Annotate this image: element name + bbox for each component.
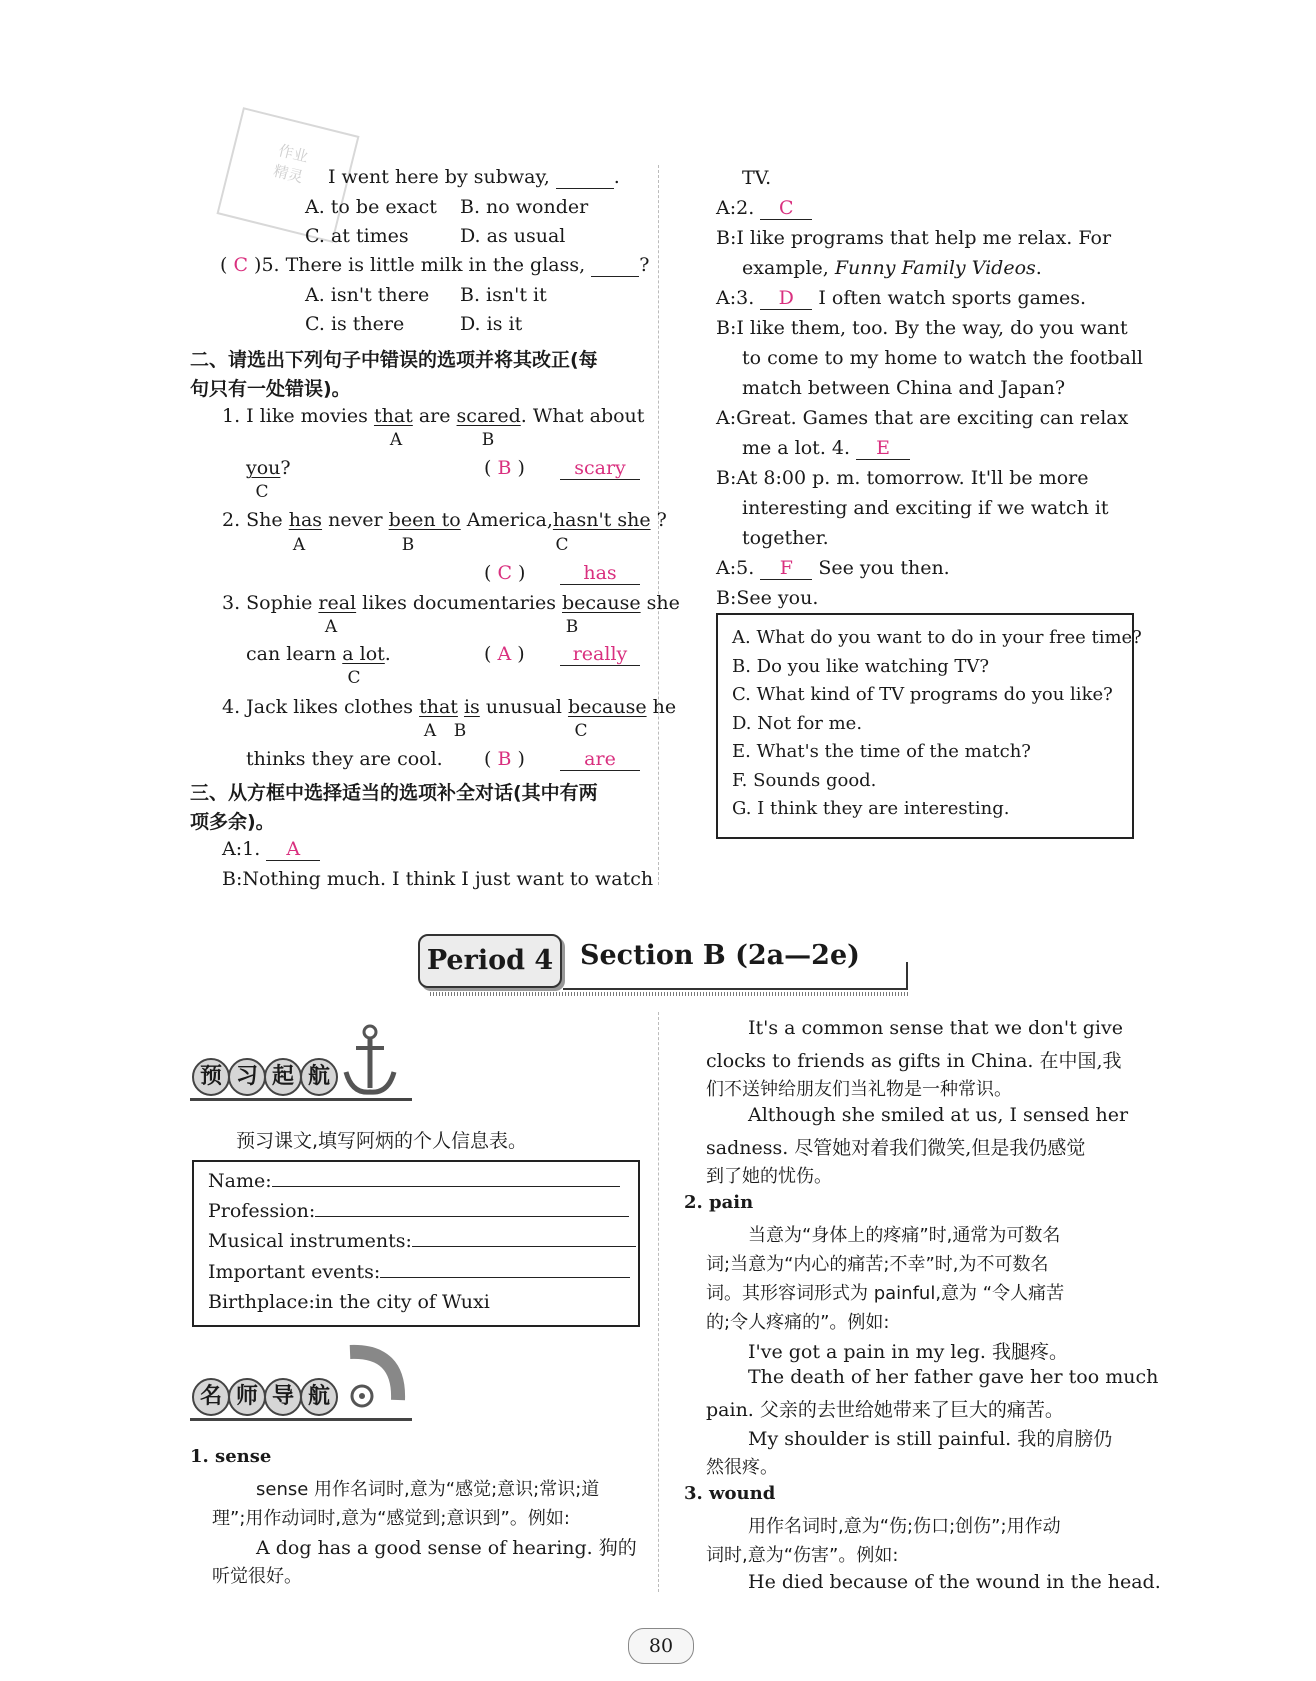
preview-char-2: 习 [228,1058,266,1096]
ur-b3-line3: match between China and Japan? [742,377,1066,399]
lr-ex2-line2: clocks to friends as gifts in China. 在中国,我 [706,1050,1122,1072]
preview-banner [190,1050,422,1110]
period-badge: Period 4 [418,934,562,988]
guide-banner-rule [190,1418,412,1421]
s2-item3-line1: 3. Sophie real likes documentaries because she [222,592,680,614]
preview-char-3: 起 [264,1058,302,1096]
box-option-b: B. Do you like watching TV? [732,656,990,677]
s1-example-line2: 听觉很好。 [212,1566,302,1587]
header-rule-hatch [430,992,908,996]
ur-a2-answer: C [760,197,812,220]
s1-para-line1: sense 用作名词时,意为“感觉;意识;常识;道 [256,1479,600,1500]
lr-ex3-line1: Although she smiled at us, I sensed her [748,1104,1129,1126]
s2-item2-answer: ( C ) [484,562,526,584]
q5-option-c: C. is there [305,313,405,335]
s2-item1-label-b: B [481,430,495,450]
lr-ex3-line3: 到了她的忧伤。 [706,1166,832,1187]
stamp-line-2: 精灵 [271,161,305,187]
section3-title-line2: 项多余)。 [190,811,275,833]
s2-item3-line2: can learn a lot. [246,643,391,665]
s2-item3-label-c: C [347,668,361,688]
q5-option-a: A. isn't there [305,284,430,306]
s2-item3-label-a: A [324,617,338,637]
ur-a3: A:3. D I often watch sports games. [716,287,1087,309]
section3-title-line1: 三、从方框中选择适当的选项补全对话(其中有两 [190,782,598,804]
header-rule [563,988,908,990]
info-table [192,1160,640,1327]
s3-b1: B:Nothing much. I think I just want to watch [222,868,654,890]
page-number-badge [628,1628,694,1664]
s3-para-line2: 词时,意为“伤害”。例如: [706,1545,899,1566]
s3-a1-answer: A [266,838,320,861]
column-divider-bottom [658,1012,659,1592]
guide-char-4: 航 [300,1378,338,1416]
field-instruments: Musical instruments: [208,1230,636,1252]
s2-item4-line1: 4. Jack likes clothes that is unusual because he [222,696,677,718]
s2-item1-correction: scary [560,457,640,480]
guide-banner [190,1370,422,1430]
dialogue-option-box [716,613,1142,839]
lr-ex3-line2: sadness. 尽管她对着我们微笑,但是我仍感觉 [706,1137,1086,1159]
box-option-c: C. What kind of TV programs do you like? [732,684,1113,705]
ur-a5: A:5. F See you then. [716,557,950,579]
q4-option-a: A. to be exact [305,196,437,218]
s2-item4-answer: ( B ) [484,748,525,770]
s2-item1-label-c: C [255,482,269,502]
s2-item2-correction: has [560,562,640,585]
s3-a1: A:1. A [222,838,320,861]
s2-title: 2. pain [684,1192,754,1213]
period-header [418,934,908,992]
s2-example2-line2: pain. 父亲的去世给她带来了巨大的痛苦。 [706,1399,1064,1421]
s2-item2-label-a: A [292,535,306,555]
s2-para-line3: 词。其形容词形式为 painful,意为 “令人痛苦 [706,1283,1065,1304]
field-name: Name: [208,1170,620,1192]
s1-example-line1: A dog has a good sense of hearing. 狗的 [256,1537,637,1559]
s2-item4-label-b: B [453,721,467,741]
s1-title: 1. sense [190,1446,272,1467]
s3-title: 3. wound [684,1483,776,1504]
stamp-line-1: 作业 [276,141,311,167]
box-option-f: F. Sounds good. [732,770,877,791]
section2-title-line1: 二、请选出下列句子中错误的选项并将其改正(每 [190,349,598,371]
q5-stem: ( C )5. There is little milk in the glass, ? [220,254,650,276]
s2-item2-label-b: B [401,535,415,555]
guide-char-1: 名 [192,1378,230,1416]
gauge-icon [340,1340,410,1420]
q4-stem: I went here by subway, . [328,166,620,188]
s2-item2-line1: 2. She has never been to America,hasn't she ? [222,509,667,531]
field-events: Important events: [208,1261,630,1283]
ur-b4-line2: interesting and exciting if we watch it [742,497,1109,519]
s2-para-line2: 词;当意为“内心的痛苦;不幸”时,为不可数名 [706,1254,1049,1275]
box-option-e: E. What's the time of the match? [732,741,1031,762]
page-number: 80 [648,1635,674,1657]
s2-item1-label-a: A [389,430,403,450]
section2-title-line2: 句只有一处错误)。 [190,378,351,400]
guide-char-2: 师 [228,1378,266,1416]
ur-a4-line1: A:Great. Games that are exciting can relax [716,407,1129,429]
ur-a3-answer: D [760,287,812,310]
q4-option-d: D. as usual [460,225,566,247]
s2-example3-line1: My shoulder is still painful. 我的肩膀仍 [748,1428,1113,1450]
q4-option-c: C. at times [305,225,409,247]
s2-item4-correction: are [560,748,640,771]
s3-para-line1: 用作名词时,意为“伤;伤口;创伤”;用作动 [748,1516,1061,1537]
s3-example1: He died because of the wound in the head. [748,1571,1161,1593]
preview-char-4: 航 [300,1058,338,1096]
s2-example1: I've got a pain in my leg. 我腿疼。 [748,1341,1068,1363]
s2-item3-correction: really [560,643,640,666]
s2-example3-line2: 然很疼。 [706,1457,778,1478]
header-rule-end [906,962,908,990]
s2-item4-label-c: C [574,721,588,741]
q5-answer: C [233,254,248,276]
s2-item2-label-c: C [555,535,569,555]
guide-char-3: 导 [264,1378,302,1416]
s2-item4-line2: thinks they are cool. [246,748,443,770]
ur-b2-line1: B:I like programs that help me relax. For [716,227,1112,249]
ur-b4-line1: B:At 8:00 p. m. tomorrow. It'll be more [716,467,1089,489]
box-option-g: G. I think they are interesting. [732,798,1010,819]
field-profession: Profession: [208,1200,629,1222]
ur-tv: TV. [742,167,772,189]
ur-a4-answer: E [856,437,910,460]
preview-banner-rule [190,1098,412,1101]
s2-item1-line2: you? [246,457,291,479]
q4-option-b: B. no wonder [460,196,589,218]
anchor-icon [340,1022,400,1102]
q5-option-d: D. is it [460,313,523,335]
preview-char-1: 预 [192,1058,230,1096]
s2-item3-label-b: B [565,617,579,637]
ur-b3-line2: to come to my home to watch the football [742,347,1143,369]
box-option-a: A. What do you want to do in your free time? [732,627,1142,648]
s2-item1-answer: ( B ) [484,457,525,479]
q5-option-b: B. isn't it [460,284,547,306]
s2-example2-line1: The death of her father gave her too much [748,1366,1159,1388]
ur-a4-line2: me a lot. 4. E [742,437,910,460]
lr-ex2-line1: It's a common sense that we don't give [748,1017,1123,1039]
s2-item4-label-a: A [423,721,437,741]
s1-para-line2: 理”;用作动词时,意为“感觉到;意识到”。例如: [212,1508,570,1529]
section-title: Section B (2a—2e) [580,940,860,971]
ur-b2-line2: example, Funny Family Videos. [742,257,1042,279]
preview-instruction: 预习课文,填写阿炳的个人信息表。 [236,1130,528,1152]
lr-ex2-line3: 们不送钟给朋友们当礼物是一种常识。 [706,1079,1012,1100]
box-option-d: D. Not for me. [732,713,863,734]
s2-para-line1: 当意为“身体上的疼痛”时,通常为可数名 [748,1225,1061,1246]
ur-a5-answer: F [760,557,812,580]
ur-b5: B:See you. [716,587,819,609]
s2-para-line4: 的;令人疼痛的”。例如: [706,1312,890,1333]
s2-item1-line1: 1. I like movies that are scared. What about [222,405,645,427]
ur-b4-line3: together. [742,527,829,549]
field-birthplace: Birthplace:in the city of Wuxi [208,1291,490,1313]
ur-b3-line1: B:I like them, too. By the way, do you want [716,317,1128,339]
ur-a2: A:2. C [716,197,812,220]
s2-item3-answer: ( A ) [484,643,525,665]
